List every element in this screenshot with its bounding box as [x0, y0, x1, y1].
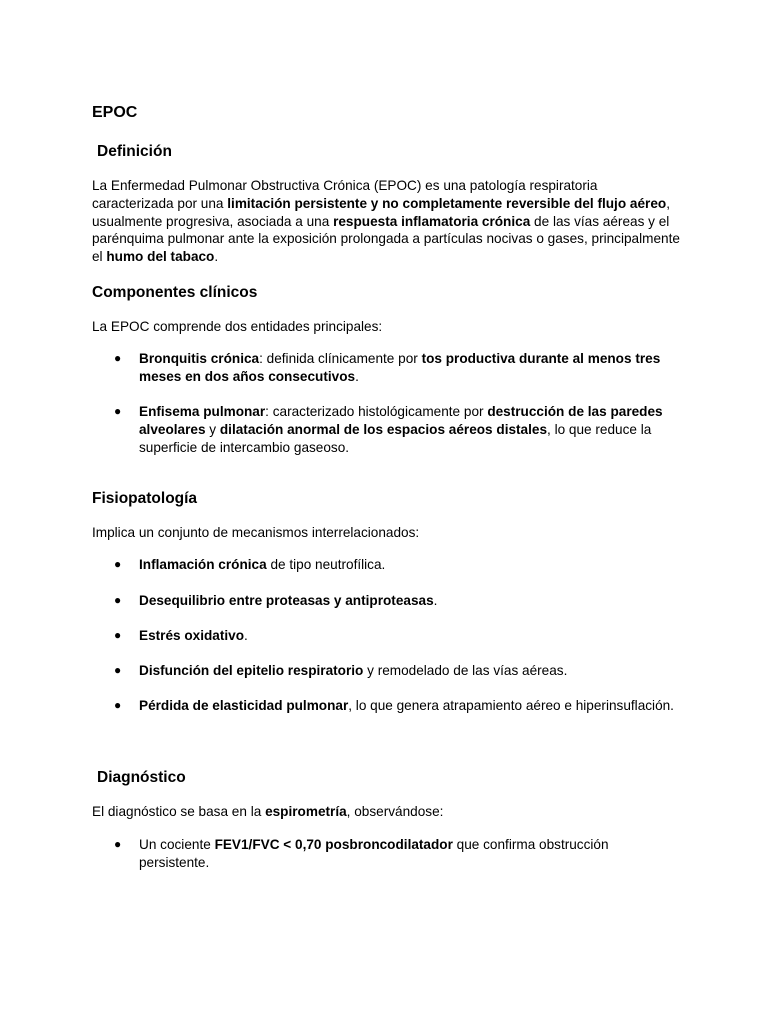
- bullet-icon: ●: [114, 404, 122, 418]
- bullet-icon: ●: [114, 628, 122, 642]
- list-item-text: Desequilibrio entre proteasas y antiproteasas.: [139, 593, 438, 608]
- list-item-text: Disfunción del epitelio respiratorio y remodelado de las vías aéreas.: [139, 663, 568, 678]
- heading-componentes: Componentes clínicos: [92, 284, 258, 301]
- bullet-icon: ●: [114, 351, 122, 365]
- list-item-text: Enfisema pulmonar: caracterizado histológicamente por destrucción de las paredes alveolares y dilatación anormal de los espacios aéreos distales, lo que reduce la superficie de intercambio gaseoso.: [139, 404, 663, 455]
- list-item-text: Pérdida de elasticidad pulmonar, lo que genera atrapamiento aéreo e hiperinsuflación.: [139, 698, 674, 713]
- list-item-text: Bronquitis crónica: definida clínicamente por tos productiva durante al menos tres meses en dos años consecutivos.: [139, 351, 661, 384]
- document-title: EPOC: [92, 104, 138, 121]
- list-item-text: Un cociente FEV1/FVC < 0,70 posbroncodilatador que confirma obstrucción persistente.: [139, 837, 609, 870]
- diagnostico-intro: El diagnóstico se basa en la espirometría, observándose:: [92, 804, 444, 819]
- componentes-intro: La EPOC comprende dos entidades principales:: [92, 319, 383, 334]
- definicion-paragraph: La Enfermedad Pulmonar Obstructiva Crónica (EPOC) es una patología respiratoria caracterizada por una limitación persistente y no completamente reversible del flujo aéreo, usualmente progresiva, asociada a una respuesta inflamatoria crónica de las vías aéreas y el parénquima pulmonar ante la exposición prolongada a partículas nocivas o gases, principalmente el humo del tabaco.: [92, 178, 680, 265]
- list-item-text: Inflamación crónica de tipo neutrofílica.: [139, 557, 386, 572]
- heading-diagnostico: Diagnóstico: [97, 769, 186, 786]
- heading-definicion: Definición: [97, 143, 172, 160]
- bullet-icon: ●: [114, 663, 122, 677]
- heading-fisiopatologia: Fisiopatología: [92, 490, 198, 507]
- fisiopatologia-intro: Implica un conjunto de mecanismos interrelacionados:: [92, 525, 420, 540]
- bullet-icon: ●: [114, 593, 122, 607]
- bullet-icon: ●: [114, 837, 122, 851]
- list-item-text: Estrés oxidativo.: [139, 628, 248, 643]
- bullet-icon: ●: [114, 698, 122, 712]
- bullet-icon: ●: [114, 557, 122, 571]
